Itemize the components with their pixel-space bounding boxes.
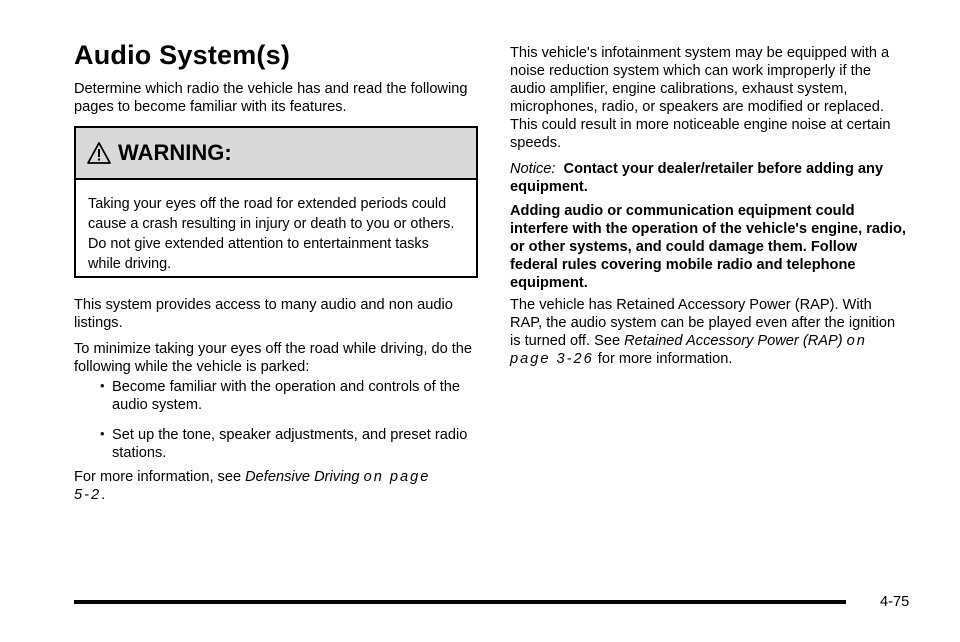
notice-body: Contact your dealer/retailer before adding any equipment.	[510, 161, 884, 195]
defensive-driving-ref: Defensive Driving	[245, 469, 360, 485]
equipment-warning-body: Adding audio or communication equipment could interfere with the operation of the vehicle's engine, radio, or other systems, and could damage them. Follow federal rules covering mobile radio and telephone equipment.	[510, 203, 906, 291]
more-info-suffix: .	[101, 487, 106, 503]
rap-ref: Retained Accessory Power (RAP)	[624, 333, 843, 349]
warning-body: Taking your eyes off the road for extended periods could cause a crash resulting in injury or death to you or others. Do not give extended attention to entertainment tasks while driving.	[88, 196, 455, 272]
rap-suffix: for more information.	[593, 351, 733, 367]
noise-reduction-text: This vehicle's infotainment system may be equipped with a noise reduction system which can work improperly if the audio amplifier, engine calibrations, exhaust system, microphones, radio, or speakers are modified or replaced. This could result in more noticeable engine noise at certain speeds.	[510, 45, 891, 151]
page-number: 4-75	[880, 594, 910, 610]
rap-prefix: The vehicle has Retained Accessory Power (RAP). With RAP, the audio system can be played even after the ignition is turned off. See	[510, 297, 896, 349]
notice-text	[510, 160, 906, 196]
footer-rule	[74, 600, 846, 604]
intro-text: Determine which radio the vehicle has and read the following pages to become familiar with its features.	[74, 81, 468, 115]
notice-label: Notice:	[510, 161, 556, 177]
more-info-text	[74, 468, 434, 504]
warning-header	[76, 128, 476, 180]
bullet-glyph: •	[100, 426, 105, 441]
equipment-warning-text	[510, 202, 906, 292]
rap-ref-page: on page 3‑26	[510, 333, 867, 367]
list-item	[74, 426, 484, 462]
minimize-text: To minimize taking your eyes off the road while driving, do the following while the vehicle is parked:	[74, 341, 473, 375]
bullet-list	[74, 378, 484, 462]
system-access-text: This system provides access to many audio and non audio listings.	[74, 297, 453, 331]
warning-heading: WARNING:	[118, 140, 232, 165]
bullet-glyph: •	[100, 378, 105, 393]
rap-text	[510, 296, 906, 368]
bullet-text: Become familiar with the operation and controls of the audio system.	[112, 379, 461, 413]
warning-box	[74, 126, 478, 278]
bullet-text: Set up the tone, speaker adjustments, and preset radio stations.	[112, 427, 468, 461]
warning-triangle-icon	[86, 141, 112, 165]
more-info-prefix: For more information, see	[74, 469, 246, 485]
defensive-driving-page: on page 5‑2	[74, 469, 431, 503]
page-title: Audio System(s)	[74, 40, 291, 70]
list-item	[74, 378, 484, 414]
